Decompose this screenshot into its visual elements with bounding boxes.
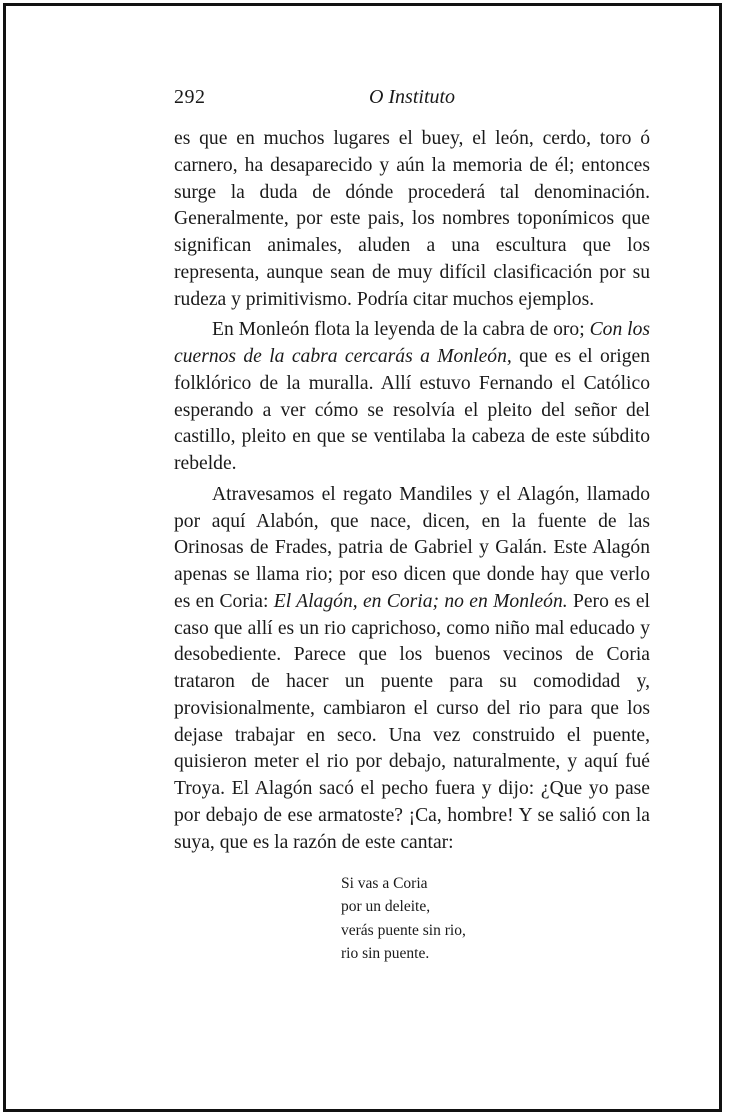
verse-line-3: verás puente sin rio, (341, 921, 466, 939)
verse-line-1: Si vas a Coria (341, 875, 428, 892)
running-title: O Instituto (368, 86, 456, 108)
verse-line-2: por un deleite, (341, 898, 431, 916)
paragraph-3-quote: El Alagón, en Coria; no en Monleón. (273, 590, 568, 612)
paragraph-3-text-b: Pero es el caso que allí es un rio caprichoso, como niño mal educado y desobediente. Parece que los buenos vecinos de Coria trataron de hacer un puente para su comodidad y, provisionalmente, cambiaron el curso del rio para que los dejase trabajar en seco. Una vez construido el puente, quisieron meter el rio por debajo, naturalmente, y aquí fué Troya. El Alagón sacó el pecho fuera y dijo: ¿Que yo pase por debajo de ese armatoste? ¡Ca, hombre! Y se salió con la suya, que es la razón de este cantar: (174, 590, 650, 853)
body-text (174, 126, 650, 856)
paragraph-2-text-b: que es el origen folklórico de la muralla. Allí estuvo Fernando el Católico esperando a ver cómo se resolvía el pleito del señor del castillo, pleito en que se ventilaba la cabeza de este súbdito rebelde. (174, 346, 650, 474)
page-number: 292 (174, 86, 206, 108)
paragraph-3-text-a: Atravesamos el regato Mandiles y el Alagón, llamado por aquí Alabón, que nace, dicen, en la fuente de las Orinosas de Frades, patria de Gabriel y Galán. Este Alagón apenas se llama rio; por eso dicen que donde hay que verlo es en Coria: (174, 483, 650, 612)
paragraph-1 (174, 126, 650, 313)
paragraph-2 (174, 317, 650, 478)
paragraph-2-text-a: En Monleón flota la leyenda de la cabra de oro; (212, 319, 590, 341)
running-head (174, 86, 650, 116)
paragraph-2-quote: Con los cuernos de la cabra cercarás a Monleón, (174, 319, 651, 367)
paragraph-3 (174, 482, 650, 857)
verse-block (341, 872, 466, 965)
verse-line-4: rio sin puente. (341, 944, 430, 962)
paragraph-1-text: es que en muchos lugares el buey, el león, cerdo, toro ó carnero, ha desaparecido y aún la memoria de él; entonces surge la duda de dónde procederá tal denominación. Generalmente, por este pais, los nombres toponímicos que significan animales, aluden a una escultura que los representa, aunque sean de muy difícil clasificación por su rudeza y primitivismo. Podría citar muchos ejemplos. (174, 128, 650, 310)
